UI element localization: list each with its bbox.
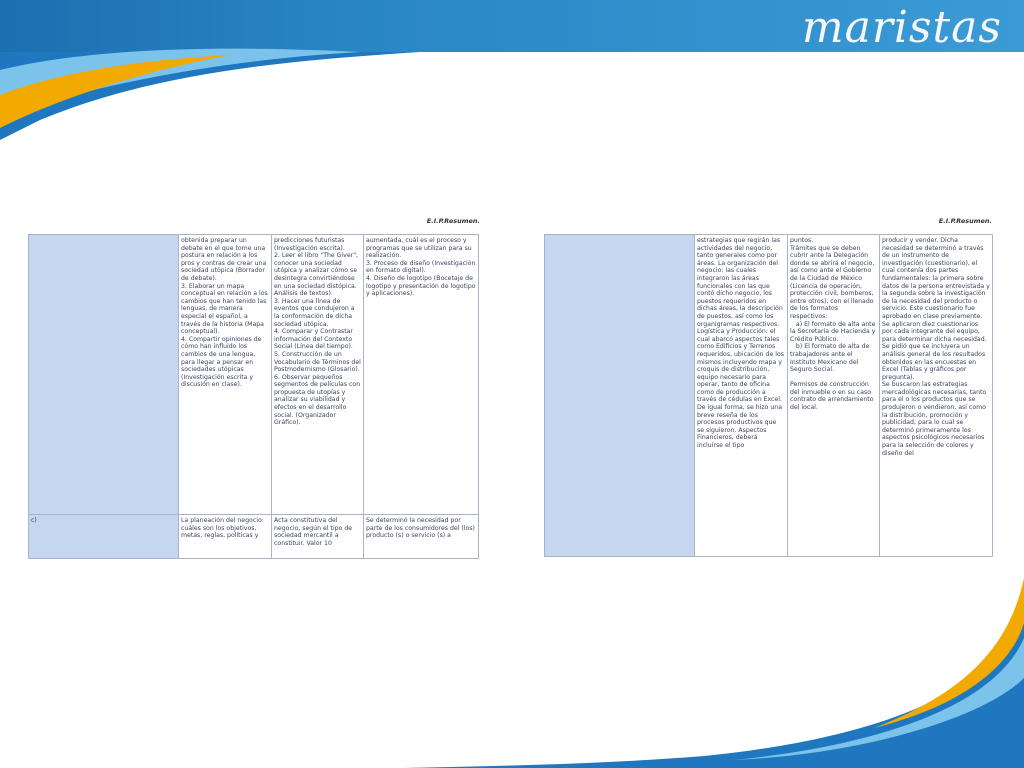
brand-logo: maristas: [801, 2, 1002, 53]
table-row: [545, 235, 993, 557]
activities-cell: predicciones futuristas (Investigación escrita). 2. Leer el libro "The Giver", conocer una sociedad utópica y analizar cómo se desintegra convirtiéndose en una sociedad distópica. Análisis de textos). 3. Hacer una línea de eventos que condujeron a la conformación de dicha sociedad utópica. 4. Comparar y Contrastar información del Contexto Social (Línea del tiempo). 5. Construcción de un Vocabulario de Términos del Postmodernismo (Glosario). 6. Observar pequeños segmentos de películas con propuesta de utopías y analizar su viabilidad y efectos en el desarrollo social. (Organizador Gráfico).: [272, 235, 364, 515]
summary-table-left: [28, 234, 479, 559]
activities-cell: estrategias que regirán las actividades del negocio, tanto generales como por áreas. La organización del negocio: las cuales integraron las áreas funcionales con las que contó dicho negocio, los puestos requeridos en dichas áreas, la descripción de puestos, así como los organigramas respectivos. Logística y Producción: el cual abarcó aspectos tales como Edificios y Terrenos requeridos, ubicación de los mismos incluyendo mapa y croquis de distribución, equipo necesario para operar, tanto de oficina como de producción a través de cédulas en Excel. De igual forma, se hizo una breve reseña de los procesos productivos que se siguieron. Aspectos Financieros, deberá incluirse el tipo: [695, 235, 788, 557]
page-header-left: E.I.P.Resumen.: [426, 217, 480, 225]
activities-cell: obtenida preparar un debate en el que tome una postura en relación a los pros y contras de crear una sociedad utópica (Borrador de debate). 3. Elaborar un mapa conceptual en relación a los cambios que han tenido las lenguas, de manera especial el español, a través de la historia (Mapa conceptual). 4. Compartir opiniones de cómo han influido los cambios de una lengua, para llegar a pensar en sociedades utópicas (Investigación escrita y discusión en clase).: [179, 235, 272, 515]
table-row: [29, 515, 479, 559]
activities-cell: La planeación del negocio: cuáles son los objetivos, metas, reglas, políticas y: [179, 515, 272, 559]
activities-cell: puntos. Trámites que se deben cubrir ante la Delegación donde se abrirá el negocio, así como ante el Gobierno de la Ciudad de México (Licencia de operación, protección civil, bomberos, entre otros), con el llenado de los formatos respectivos: a) El formato de alta ante la Secretaría de Hacienda y Crédito Público. b) El formato de alta de trabajadores ante el Instituto Mexicano del Seguro Social. Permisos de construcción del inmueble o en su caso contrato de arrendamiento del local.: [788, 235, 880, 557]
row-label-cell: c): [29, 515, 179, 559]
top-left-swoosh: [0, 0, 420, 150]
page-header-right: E.I.P.Resumen.: [938, 217, 992, 225]
row-label-cell: [29, 235, 179, 515]
table-row: [29, 235, 479, 515]
activities-cell: aumentada, cuál es el proceso y programas que se utilizan para su realización. 3. Proceso de diseño (Investigación en formato digital). 4. Diseño de logotipo (Bocetaje de logotipo y presentación de logotipo y aplicaciones).: [364, 235, 479, 515]
activities-cell: Acta constitutiva del negocio, según el tipo de sociedad mercantil a constituir. Valor 10: [272, 515, 364, 559]
activities-cell: producir y vender. Dicha necesidad se determinó a través de un instrumento de investigación (cuestionario), el cual contenía dos partes fundamentales: la primera sobre datos de la persona entrevistada y la segunda sobre la investigación de la necesidad del producto o servicio. Este cuestionario fue aprobado en clase previamente. Se aplicaron diez cuestionarios por cada integrante del equipo, para determinar dicha necesidad. Se pidió que se incluyera un análisis general de los resultados obtenidos en las encuestas en Excel (Tablas y gráficos por pregunta). Se buscaron las estrategias mercadológicas necesarias, tanto para el o los productos que se produjeron o vendieron, así como la distribución, promoción y publicidad; para lo cual se determinó primeramente los aspectos psicológicos necesarios para la selección de colores y diseño del: [880, 235, 993, 557]
activities-cell: Se determinó la necesidad por parte de los consumidores del (los) producto (s) o servicio (s) a: [364, 515, 479, 559]
bottom-right-swoosh: [404, 578, 1024, 768]
row-label-cell: [545, 235, 695, 557]
summary-table-right: [544, 234, 993, 557]
